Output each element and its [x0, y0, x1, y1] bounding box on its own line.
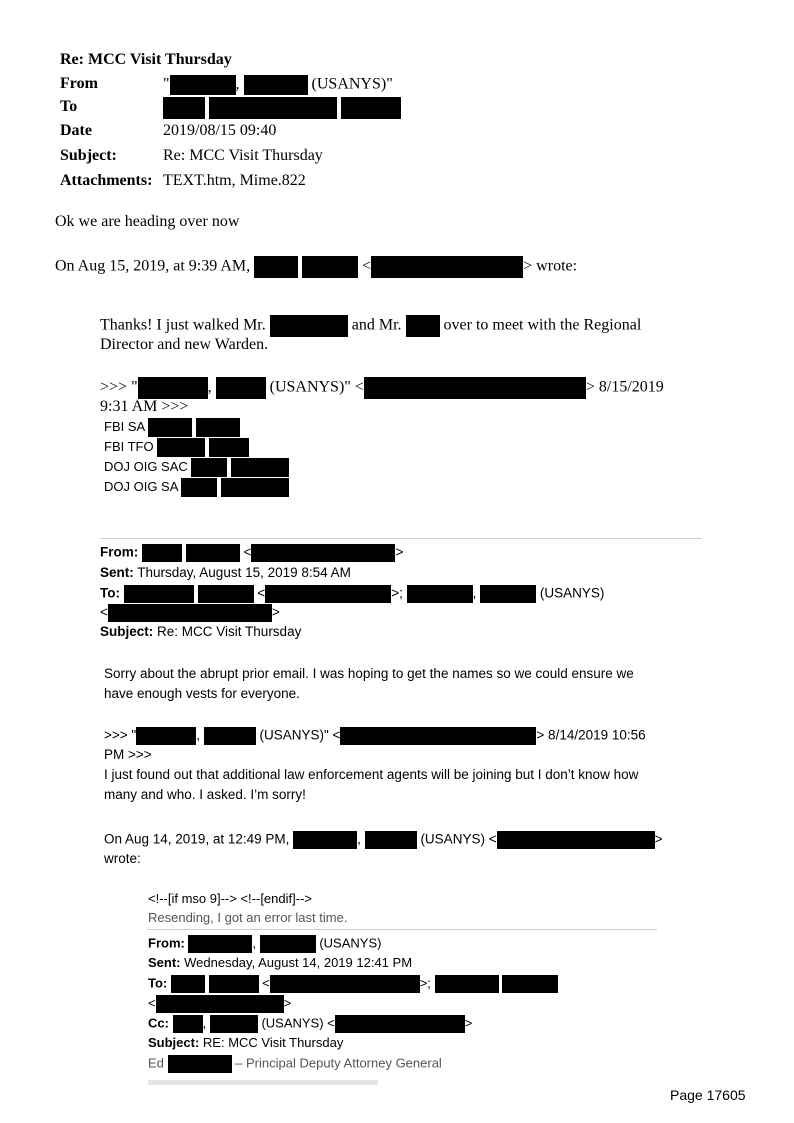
redaction: [204, 727, 256, 745]
redaction: [231, 458, 289, 477]
email1-subject: Subject: Re: MCC Visit Thursday: [100, 624, 302, 639]
redaction: [406, 315, 440, 337]
agent-line-1: FBI SA: [104, 418, 240, 437]
thanks-line-1: Thanks! I just walked Mr. and Mr. over to meet with the Regional: [100, 315, 641, 337]
redaction: [341, 97, 401, 119]
email1-sent: Sent: Thursday, August 15, 2019 8:54 AM: [100, 565, 351, 580]
redaction: [209, 438, 249, 457]
redaction: [293, 831, 357, 849]
email2-cc: Cc: , (USANYS) < >: [148, 1015, 472, 1033]
redaction: [209, 97, 337, 119]
redaction: [108, 604, 272, 622]
redaction: [371, 256, 523, 278]
divider: [147, 929, 657, 930]
from-label: From: [60, 75, 98, 92]
redaction: [163, 97, 205, 119]
reply-text: Ok we are heading over now: [55, 213, 240, 230]
agent-line-3: DOJ OIG SAC: [104, 458, 289, 477]
redaction: [270, 315, 348, 337]
email2-to: To: < >;: [148, 975, 558, 993]
thanks-line-2: Director and new Warden.: [100, 336, 269, 353]
redaction: [142, 544, 182, 562]
mso-comment: <!--[if mso 9]--> <!--[endif]-->: [148, 891, 312, 906]
redaction: [221, 478, 289, 497]
redaction: [138, 377, 208, 399]
redaction: [171, 975, 205, 993]
agent-line-2: FBI TFO: [104, 438, 249, 457]
from-value: " , (USANYS)": [163, 75, 393, 95]
agent-line-4: DOJ OIG SA: [104, 478, 289, 497]
email2-subject: Subject: RE: MCC Visit Thursday: [148, 1035, 344, 1050]
redaction: [480, 585, 536, 603]
date-label: Date: [60, 122, 92, 139]
header-title: Re: MCC Visit Thursday: [60, 51, 232, 68]
on2-line: On Aug 14, 2019, at 12:49 PM, , (USANYS) < >: [104, 831, 662, 849]
email2-from: From: , (USANYS): [148, 935, 381, 953]
email2-sent: Sent: Wednesday, August 14, 2019 12:41 PM: [148, 955, 413, 970]
redaction: [173, 1015, 203, 1033]
quote-line-1: >>> " , (USANYS)" < > 8/15/2019: [100, 377, 664, 399]
redaction: [191, 458, 227, 477]
email1-to-cont: < >: [100, 604, 280, 622]
redaction: [196, 418, 240, 437]
email1-to: To: < >; , (USANYS): [100, 585, 604, 603]
to-label: To: [60, 98, 78, 115]
redaction: [168, 1055, 232, 1073]
to-value: [163, 97, 401, 119]
quote2-line-1: >>> " , (USANYS)" < > 8/14/2019 10:56: [104, 727, 646, 745]
redaction: [254, 256, 298, 278]
redaction: [270, 975, 420, 993]
email2-to-cont: < >: [148, 995, 291, 1013]
redaction: [260, 935, 316, 953]
redaction: [502, 975, 558, 993]
redaction: [181, 478, 217, 497]
redaction: [497, 831, 655, 849]
redaction: [198, 585, 254, 603]
redaction: [364, 377, 586, 399]
subject-value: Re: MCC Visit Thursday: [163, 147, 323, 164]
redaction: [148, 418, 192, 437]
sorry-line-1: Sorry about the abrupt prior email. I was hoping to get the names so we could ensure we: [104, 666, 634, 681]
found-line-2: many and who. I asked. I’m sorry!: [104, 787, 306, 802]
email1-from: From: < >: [100, 544, 403, 562]
redaction: [210, 1015, 258, 1033]
found-line-1: I just found out that additional law enforcement agents will be joining but I don’t know how: [104, 767, 639, 782]
wrote-line: wrote:: [104, 851, 141, 866]
attachments-label: Attachments:: [60, 172, 153, 189]
redaction: [365, 831, 417, 849]
redaction: [340, 727, 536, 745]
quote2-line-2: PM >>>: [104, 747, 152, 762]
truncated-line: [148, 1080, 378, 1085]
redaction: [244, 75, 308, 95]
subject-label: Subject:: [60, 147, 117, 164]
divider: [100, 538, 702, 539]
redaction: [156, 995, 284, 1013]
attachments-value: TEXT.htm, Mime.822: [163, 172, 306, 189]
redaction: [335, 1015, 465, 1033]
date-value: 2019/08/15 09:40: [163, 122, 277, 139]
sorry-line-2: have enough vests for everyone.: [104, 686, 300, 701]
redaction: [265, 585, 391, 603]
redaction: [186, 544, 240, 562]
redaction: [251, 544, 395, 562]
redaction: [209, 975, 259, 993]
redaction: [302, 256, 358, 278]
redaction: [216, 377, 266, 399]
page-number: Page 17605: [670, 1087, 746, 1103]
ed-line: Ed – Principal Deputy Attorney General: [148, 1055, 442, 1073]
redaction: [407, 585, 473, 603]
redaction: [157, 438, 205, 457]
resending-line: Resending, I got an error last time.: [148, 910, 348, 925]
redaction: [188, 935, 252, 953]
redaction: [136, 727, 196, 745]
redaction: [435, 975, 499, 993]
quote-line-2: 9:31 AM >>>: [100, 398, 189, 415]
redaction: [170, 75, 236, 95]
on-wrote-line: On Aug 15, 2019, at 9:39 AM, < > wrote:: [55, 256, 577, 278]
redaction: [124, 585, 194, 603]
